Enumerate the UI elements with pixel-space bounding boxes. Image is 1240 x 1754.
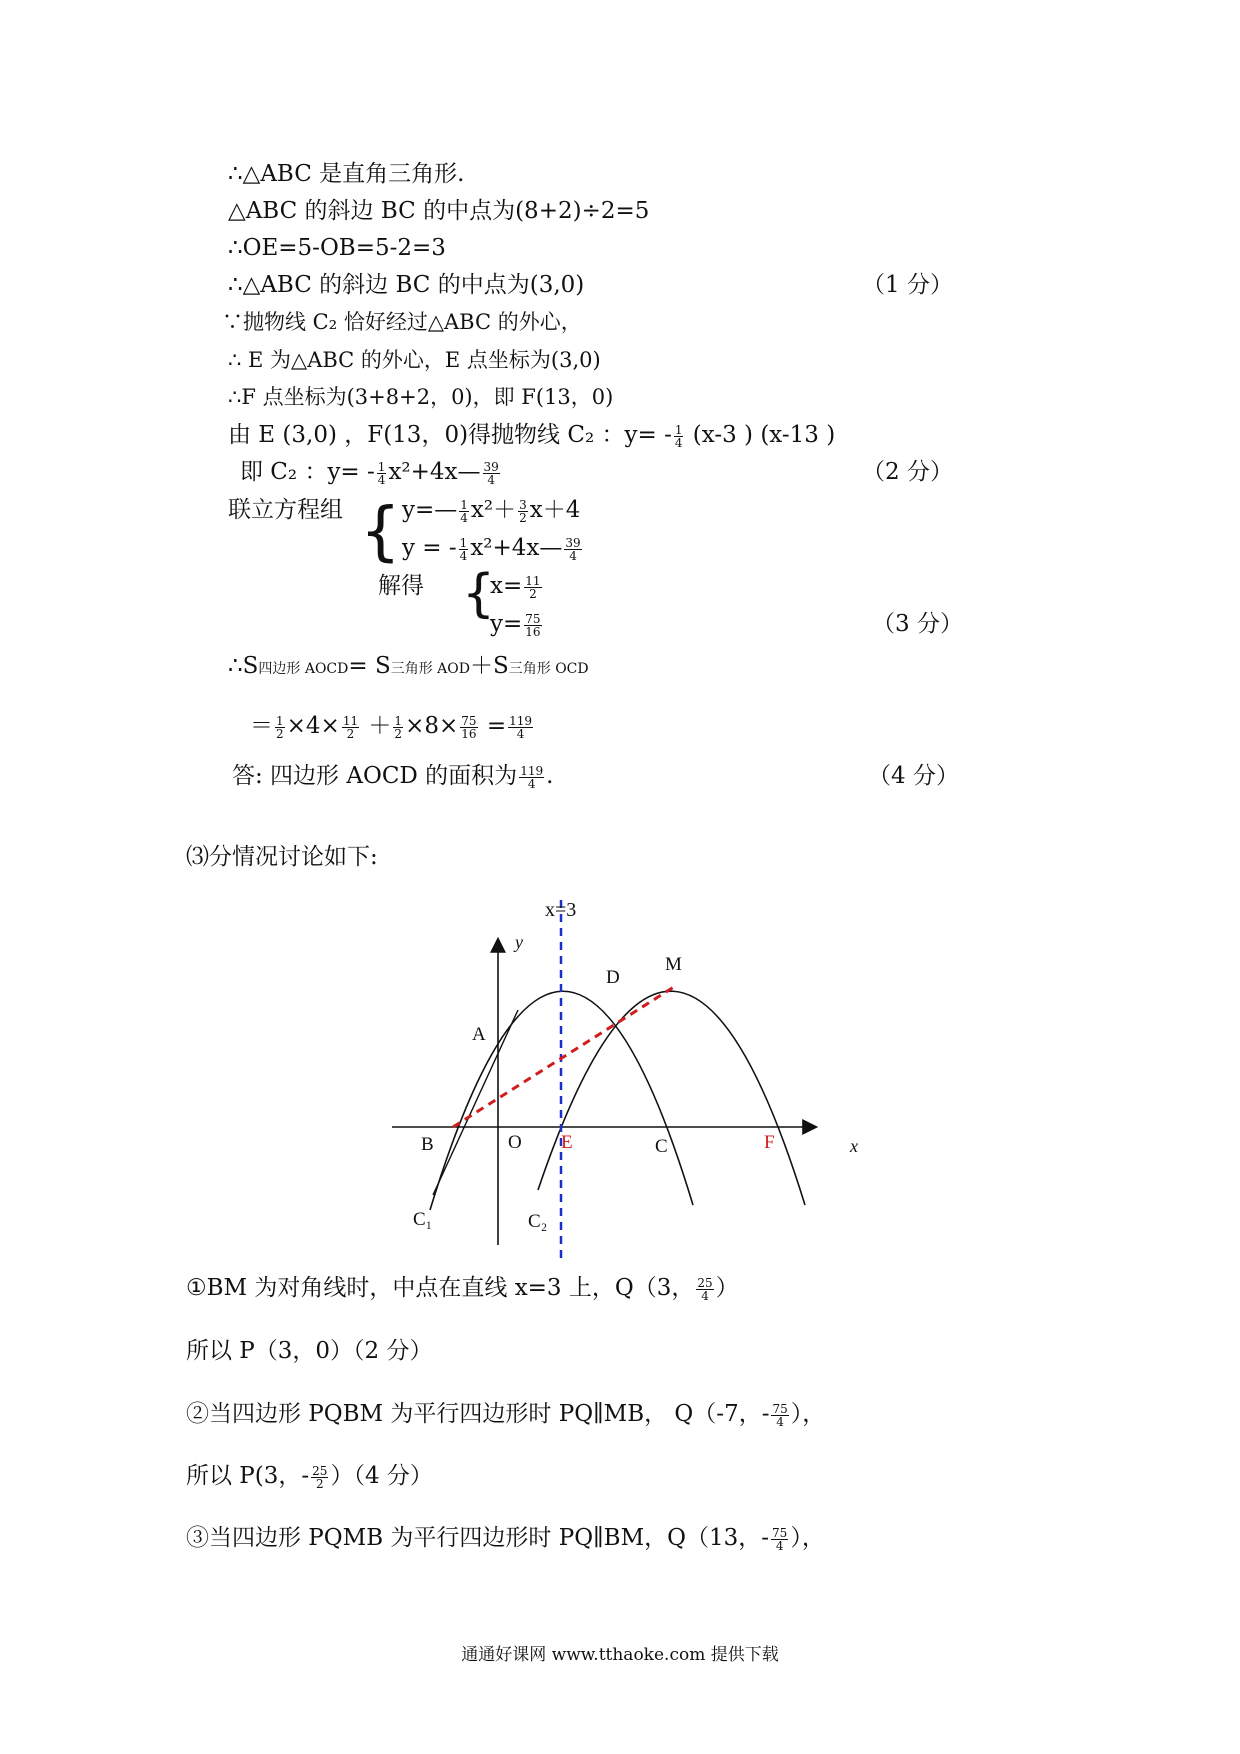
case-2: ②当四边形 PQBM 为平行四边形时 PQ∥MB， Q（-7，- $\frac{75}{4}$ ）， bbox=[186, 1401, 826, 1429]
score-2: （2 分） bbox=[862, 459, 953, 485]
line-right-triangle: ∴△ABC 是直角三角形. bbox=[228, 161, 465, 187]
label-c: C bbox=[655, 1136, 668, 1157]
answer-line: 答: 四边形 AOCD 的面积为 $\frac{119}{4}$ . bbox=[232, 763, 554, 791]
line-f-coord: ∴F 点坐标为(3+8+2，0)，即 F(13，0) bbox=[228, 385, 614, 409]
solution-y: y= $\frac{75}{16}$ bbox=[490, 611, 541, 639]
case-2-result: 所以 P(3，- $\frac{25}{2}$ ）（4 分） bbox=[186, 1463, 433, 1491]
parabola-c2 bbox=[538, 991, 805, 1205]
solve-label: 解得 bbox=[378, 573, 424, 599]
score-3: （3 分） bbox=[872, 611, 963, 637]
system-label: 联立方程组 bbox=[228, 497, 343, 523]
label-f: F bbox=[764, 1132, 775, 1153]
case-1-result: 所以 P（3，0）（2 分） bbox=[186, 1338, 433, 1364]
label-m: M bbox=[665, 954, 682, 975]
label-e: E bbox=[561, 1132, 573, 1153]
part-3-heading: ⑶分情况讨论如下: bbox=[186, 844, 378, 870]
label-c1: C₁ bbox=[413, 1209, 433, 1230]
label-x3: x=3 bbox=[545, 899, 577, 921]
label-y: y bbox=[515, 932, 523, 952]
score-4: （4 分） bbox=[868, 763, 959, 789]
segment-bm bbox=[453, 985, 677, 1127]
label-d: D bbox=[606, 967, 620, 988]
area-calculation: ＝ $\frac{1}{2}$ ×4× $\frac{11}{2}$ ＋ $\frac{1}{2}$ ×8× $\frac{75}{16}$ = $\frac{119}{4}$ bbox=[250, 713, 533, 741]
fraction-quarter: $\frac{1}{4}$ bbox=[674, 422, 683, 450]
line-c2-factored: 由 E (3,0) ，F(13，0)得抛物线 C₂ ：y= - $\frac{1}{4}$ (x-3 ) (x-13 ) bbox=[228, 422, 836, 450]
solution-x: x= $\frac{11}{2}$ bbox=[490, 573, 541, 601]
line-e-circumcenter: ∴ E 为△ABC 的外心，E 点坐标为(3,0) bbox=[228, 348, 601, 372]
line-c2-circumcenter: ∵抛物线 C₂ 恰好经过△ABC 的外心， bbox=[222, 310, 582, 334]
line-midpoint-calc: △ABC 的斜边 BC 的中点为(8+2)÷2=5 bbox=[228, 198, 650, 224]
case-3: ③当四边形 PQMB 为平行四边形时 PQ∥BM，Q（13，- $\frac{75}{4}$ ）， bbox=[186, 1525, 825, 1553]
brace-system: { bbox=[360, 495, 401, 569]
case-1: ①BM 为对角线时，中点在直线 x=3 上，Q（3， $\frac{25}{4}$ ） bbox=[186, 1275, 739, 1303]
footer-source: 通通好课网 www.tthaoke.com 提供下载 bbox=[461, 1645, 779, 1665]
equation-c1: y=— $\frac{1}{4}$ x²＋ $\frac{3}{2}$ x＋4 bbox=[402, 497, 581, 525]
label-x: x bbox=[850, 1136, 858, 1156]
parabola-figure bbox=[380, 890, 880, 1270]
equation-c2: y = - $\frac{1}{4}$ x²+4x— $\frac{39}{4}$ bbox=[402, 535, 581, 563]
label-a: A bbox=[472, 1024, 486, 1045]
fraction-39-4: $\frac{39}{4}$ bbox=[483, 459, 499, 487]
line-oe: ∴OE=5-OB=5-2=3 bbox=[228, 235, 446, 261]
line-midpoint-coord: ∴△ABC 的斜边 BC 的中点为(3,0) bbox=[228, 272, 585, 298]
label-o: O bbox=[508, 1132, 522, 1153]
line-c2-expanded: 即 C₂ ：y= - $\frac{1}{4}$ x²+4x— $\frac{39}{4}$ bbox=[240, 459, 499, 487]
label-b: B bbox=[421, 1134, 434, 1155]
label-c2: C₂ bbox=[528, 1211, 548, 1232]
score-1: （1 分） bbox=[862, 272, 953, 298]
brace-solution: { bbox=[462, 564, 496, 624]
area-decomposition: ∴S四边形 AOCD= S三角形 AOD＋S三角形 OCD bbox=[228, 653, 589, 679]
fraction-quarter: $\frac{1}{4}$ bbox=[377, 459, 386, 487]
